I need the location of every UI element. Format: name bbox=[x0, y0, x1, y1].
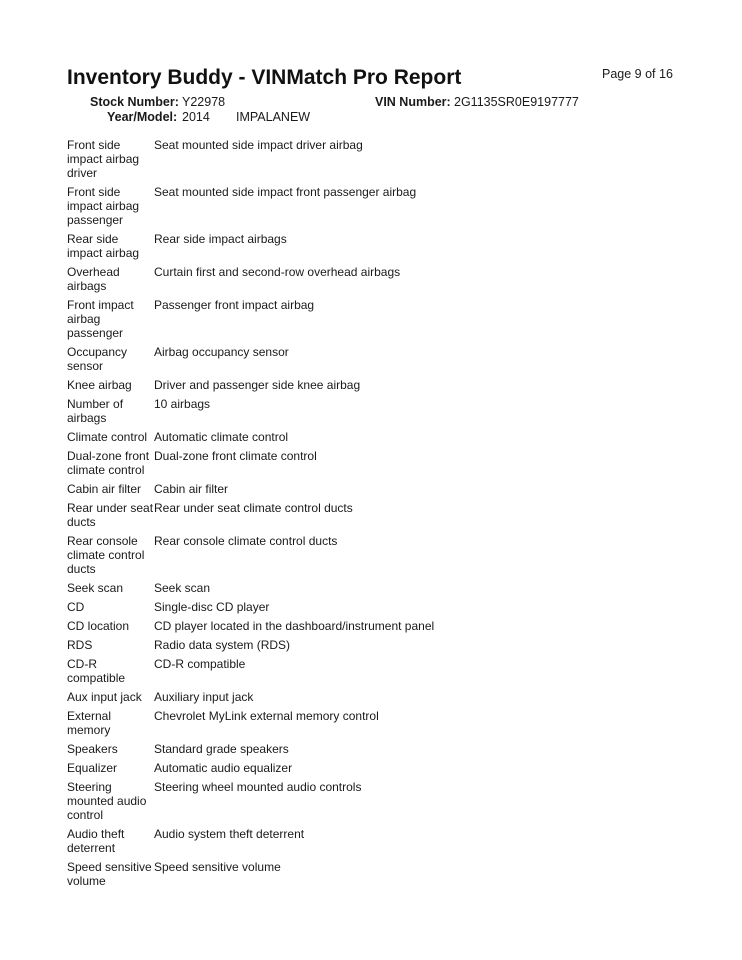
spec-description: Driver and passenger side knee airbag bbox=[154, 378, 361, 392]
spec-feature: CD bbox=[67, 600, 85, 614]
spec-row bbox=[67, 600, 667, 614]
spec-feature: Knee airbag bbox=[67, 378, 132, 392]
spec-feature: Audio theft deterrent bbox=[67, 827, 125, 855]
report-title: Inventory Buddy - VINMatch Pro Report bbox=[67, 66, 462, 89]
spec-row bbox=[67, 534, 667, 576]
year-model-label: Year/Model: bbox=[107, 110, 178, 124]
spec-row bbox=[67, 185, 667, 227]
spec-feature: Occupancy sensor bbox=[67, 345, 128, 373]
spec-feature: Rear side impact airbag bbox=[67, 232, 140, 260]
spec-feature: Front side impact airbag passenger bbox=[67, 185, 140, 227]
spec-description: Automatic audio equalizer bbox=[154, 761, 293, 775]
spec-feature: Front side impact airbag driver bbox=[67, 138, 140, 180]
spec-row bbox=[67, 581, 667, 595]
spec-feature: Dual-zone front climate control bbox=[67, 449, 150, 477]
page-number: Page 9 of 16 bbox=[602, 67, 673, 81]
spec-description: Rear under seat climate control ducts bbox=[154, 501, 353, 515]
spec-row bbox=[67, 827, 667, 855]
vin-number-value: 2G1135SR0E9197777 bbox=[454, 95, 579, 109]
spec-row bbox=[67, 232, 667, 260]
spec-row bbox=[67, 265, 667, 293]
stock-number-value: Y22978 bbox=[182, 95, 226, 109]
spec-row bbox=[67, 742, 667, 756]
spec-description: Seat mounted side impact front passenger airbag bbox=[154, 185, 417, 199]
spec-row bbox=[67, 378, 667, 392]
spec-row bbox=[67, 761, 667, 775]
spec-description: Chevrolet MyLink external memory control bbox=[154, 709, 379, 723]
spec-feature: Speed sensitive volume bbox=[67, 860, 152, 888]
spec-description: Audio system theft deterrent bbox=[154, 827, 305, 841]
spec-feature: Front impact airbag passenger bbox=[67, 298, 134, 340]
spec-description: CD-R compatible bbox=[154, 657, 246, 671]
spec-description: Standard grade speakers bbox=[154, 742, 289, 756]
spec-description: Single-disc CD player bbox=[154, 600, 270, 614]
spec-feature: CD location bbox=[67, 619, 130, 633]
spec-feature: Aux input jack bbox=[67, 690, 142, 704]
stock-number-label: Stock Number: bbox=[90, 95, 179, 109]
spec-row bbox=[67, 298, 667, 340]
spec-feature: External memory bbox=[67, 709, 112, 737]
spec-feature: RDS bbox=[67, 638, 93, 652]
year-value: 2014 bbox=[182, 110, 210, 124]
spec-description: 10 airbags bbox=[154, 397, 211, 411]
spec-description: Speed sensitive volume bbox=[154, 860, 281, 874]
spec-row bbox=[67, 709, 667, 737]
spec-feature: Rear console climate control ducts bbox=[67, 534, 145, 576]
spec-description: Rear side impact airbags bbox=[154, 232, 287, 246]
spec-description: Rear console climate control ducts bbox=[154, 534, 338, 548]
spec-row bbox=[67, 482, 667, 496]
spec-row bbox=[67, 397, 667, 425]
spec-feature: Number of airbags bbox=[67, 397, 124, 425]
spec-row bbox=[67, 430, 667, 444]
model-value: IMPALANEW bbox=[236, 110, 311, 124]
spec-row bbox=[67, 345, 667, 373]
spec-description: Seek scan bbox=[154, 581, 211, 595]
spec-feature: Climate control bbox=[67, 430, 148, 444]
spec-row bbox=[67, 657, 667, 685]
spec-description: Automatic climate control bbox=[154, 430, 289, 444]
spec-feature: Cabin air filter bbox=[67, 482, 142, 496]
spec-description: Curtain first and second-row overhead airbags bbox=[154, 265, 401, 279]
spec-feature: Steering mounted audio control bbox=[67, 780, 147, 822]
spec-description: Cabin air filter bbox=[154, 482, 229, 496]
spec-description: Radio data system (RDS) bbox=[154, 638, 291, 652]
spec-feature: Seek scan bbox=[67, 581, 124, 595]
spec-row bbox=[67, 501, 667, 529]
vin-number-label: VIN Number: bbox=[375, 95, 451, 109]
spec-description: Seat mounted side impact driver airbag bbox=[154, 138, 363, 152]
spec-row bbox=[67, 619, 667, 633]
spec-description: Passenger front impact airbag bbox=[154, 298, 315, 312]
spec-table bbox=[67, 138, 667, 893]
spec-description: Steering wheel mounted audio controls bbox=[154, 780, 362, 794]
spec-row bbox=[67, 638, 667, 652]
spec-row bbox=[67, 449, 667, 477]
spec-row bbox=[67, 690, 667, 704]
spec-row bbox=[67, 780, 667, 822]
spec-feature: Rear under seat ducts bbox=[67, 501, 154, 529]
spec-feature: Equalizer bbox=[67, 761, 118, 775]
spec-row bbox=[67, 860, 667, 888]
spec-description: CD player located in the dashboard/instrument panel bbox=[154, 619, 435, 633]
spec-description: Dual-zone front climate control bbox=[154, 449, 317, 463]
spec-feature: Overhead airbags bbox=[67, 265, 120, 293]
spec-feature: CD-R compatible bbox=[67, 657, 126, 685]
spec-description: Airbag occupancy sensor bbox=[154, 345, 289, 359]
spec-feature: Speakers bbox=[67, 742, 118, 756]
spec-description: Auxiliary input jack bbox=[154, 690, 254, 704]
spec-row bbox=[67, 138, 667, 180]
